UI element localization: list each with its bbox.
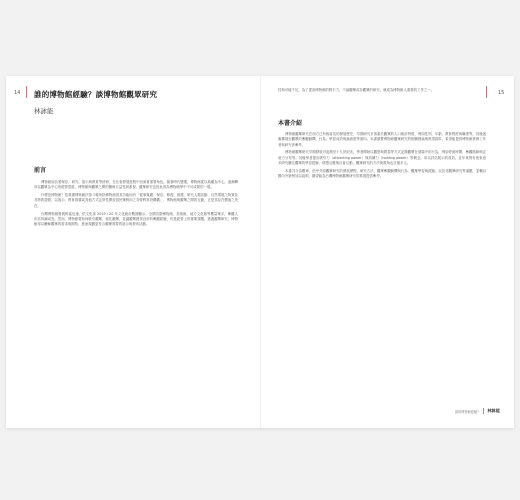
right-intro-text [278, 88, 478, 96]
left-accent-rule [26, 86, 27, 98]
book-spread [6, 76, 514, 428]
right-page [264, 76, 514, 428]
left-page-number: 14 [14, 90, 21, 96]
body-paragraph: 博物館肩負著保存、研究、展示與教育等使命，在社會發展進程中扮演著重要角色。隨著時代變遷，博物館從以典藏為中心，逐漸轉向以觀眾為中心的經營思維，博物館與觀眾之間的關係日益受到重視，觀眾研究也因此成為博物館學中不可或缺的一環。 [34, 180, 238, 190]
footer-divider [483, 408, 484, 414]
article-author: 林詠能 [34, 107, 54, 115]
section-heading-book-intro: 本書介紹 [278, 120, 303, 127]
intro-paragraph: 性與可能不足，為了提高博物館的吸引力，不論觀眾或非觀眾的研究，就成為博物館人重要的工作之一。 [278, 88, 434, 92]
section-heading-preface: 前言 [34, 167, 47, 174]
footer-series-title: 誰的博物館經驗？ [454, 409, 481, 414]
body-paragraph: 本書共分為數章，依序介紹觀眾研究的發展歷程、研究方法、觀眾參觀動機與行為、觀眾學習與經驗，以及非觀眾研究等議題，並輔以國內外案例加以說明，期望能為台灣博物館觀眾研究的推展提供參考。 [278, 168, 486, 179]
right-page-number: 15 [498, 90, 505, 96]
left-page [6, 76, 256, 428]
footer-author: 林詠能 [487, 408, 500, 413]
body-paragraph: 台灣博物館發展相當迅速，依文化部 2019 / 20 年文化統計數據顯示，全國各類博物館、美術館、地方文化館等數量眾多，參觀人次亦持續成長。然而，博物館要如何吸引觀眾、留住觀眾，並讓觀眾獲得良好的參觀經驗，仍是經營上的重要課題。透過觀眾研究，博物館得以瞭解觀眾的需求與期待，進而規劃更符合觀眾需要的展示與教育活動。 [34, 211, 238, 227]
book-gutter [260, 76, 261, 428]
body-paragraph: 博物館觀眾研究在西方已有相當長的發展歷史，早期研究多著重於觀眾的人口統計特徵，例如性別、年齡、教育程度與職業等，其後逐漸擴展至觀眾的參觀動機、行為、學習成效與滿意度等面向。本書彙整博物館觀眾研究的相關理論與實證資料，希望能提供博物館實務工作者與研究者參考。 [278, 132, 486, 147]
left-body-text [34, 180, 238, 230]
right-accent-rule [486, 86, 487, 98]
running-footer [455, 408, 500, 414]
body-paragraph: 博物館觀眾研究早期發展可追溯至十九世紀末，學者開始以觀察與問卷等方式記錄觀眾在展場中的行為，例如停留時間、參觀路線與注意力分布等。其後學者提出吸引力（attracting power）與持續力（holding power）等概念，用以評估展示的成效。近年來則有愈來愈多研究關注觀眾的學習經驗、情感反應與社會互動，觀眾研究的方法與視角也日趨多元。 [278, 150, 486, 166]
article-title: 誰的博物館經驗？談博物館觀眾研究 [34, 90, 158, 99]
right-body-text [278, 132, 486, 182]
body-paragraph: 什麼是博物館？依我國博物館法第３條所指博物館因其功能而有「從事蒐藏、保存、修復、維護、研究人類活動、自然環境之物質及非物質證據，以展示、教育推廣或其他方式定常性開放供民眾利用之非營利常設機構」，博物館與觀眾之間的互動，正是其存在價值之所在。 [34, 193, 238, 208]
